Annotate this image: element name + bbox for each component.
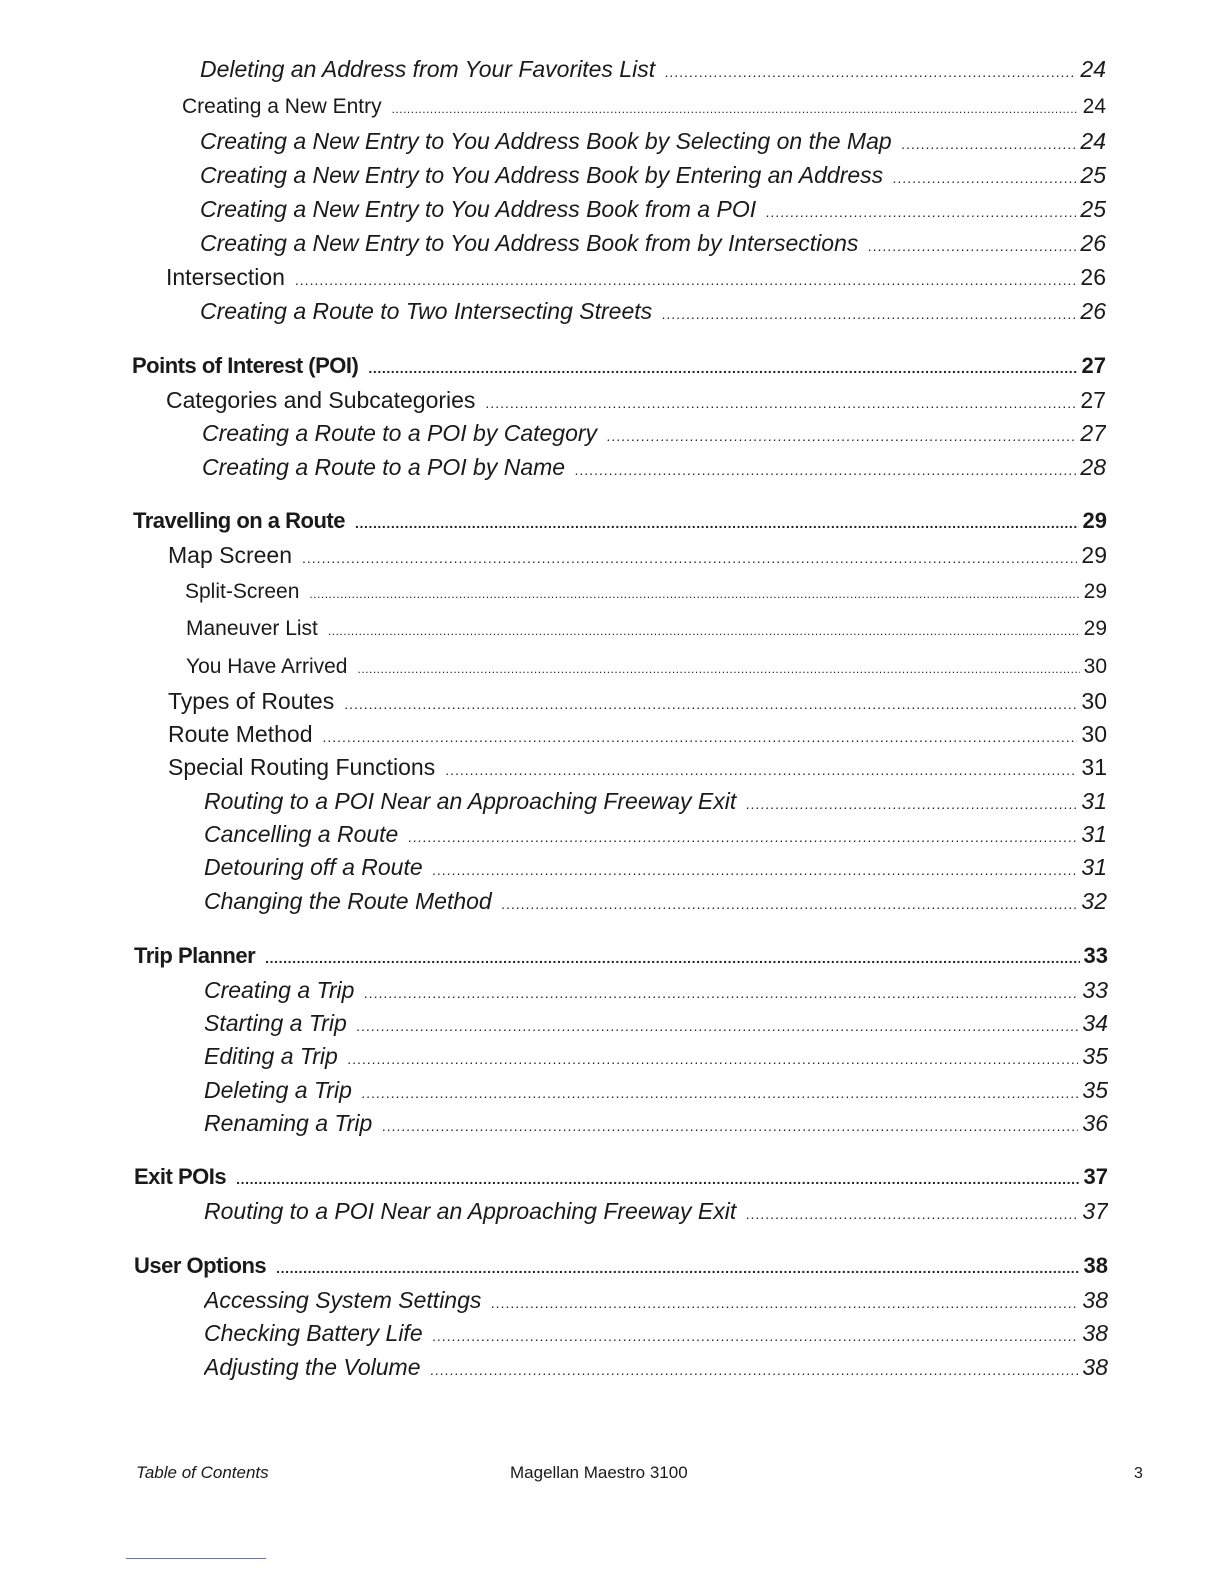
dot-leader <box>322 722 1077 749</box>
toc-entry-page: 25 <box>1080 162 1106 188</box>
toc-chapter-page: 27 <box>1081 353 1106 378</box>
dot-leader <box>431 1355 1079 1382</box>
dot-leader <box>746 789 1077 816</box>
toc-entry-title: Categories and Subcategories <box>166 387 476 413</box>
toc-entry-title: Changing the Route Method <box>204 888 492 914</box>
dot-leader <box>902 129 1077 156</box>
toc-entry-title: Creating a New Entry to You Address Book from a POI <box>200 196 757 222</box>
toc-entry-page: 31 <box>1081 821 1107 847</box>
footer-section-label: Table of Contents <box>136 1463 269 1482</box>
toc-entry-page: 28 <box>1080 454 1106 480</box>
toc-entry[interactable] <box>182 92 1106 122</box>
toc-entry-page: 38 <box>1082 1287 1108 1313</box>
dot-leader <box>766 197 1076 224</box>
toc-chapter[interactable] <box>133 506 1107 536</box>
toc-entry-title: Creating a Route to Two Intersecting Streets <box>200 298 653 324</box>
toc-chapter-title: Points of Interest (POI) <box>132 353 359 378</box>
toc-entry[interactable] <box>166 385 1106 415</box>
toc-entry-page: 24 <box>1082 95 1106 118</box>
toc-entry[interactable] <box>204 1285 1108 1315</box>
toc-entry[interactable] <box>200 228 1106 258</box>
dot-leader <box>445 755 1077 782</box>
toc-entry-page: 29 <box>1081 542 1107 568</box>
dot-leader <box>665 57 1076 84</box>
toc-entry-page: 31 <box>1081 754 1107 780</box>
toc-entry[interactable] <box>204 852 1107 882</box>
toc-entry-page: 30 <box>1081 721 1107 747</box>
toc-entry-page: 35 <box>1082 1077 1108 1103</box>
toc-entry[interactable] <box>200 296 1106 326</box>
toc-entry-page: 34 <box>1082 1010 1108 1036</box>
toc-entry-page: 26 <box>1080 230 1106 256</box>
toc-chapter[interactable] <box>134 941 1108 971</box>
dot-leader <box>382 1111 1078 1138</box>
toc-entry-title: Renaming a Trip <box>204 1110 373 1136</box>
toc-entry-page: 30 <box>1081 688 1107 714</box>
toc-chapter-page: 33 <box>1083 943 1108 968</box>
toc-entry-title: Creating a Route to a POI by Category <box>202 420 598 446</box>
toc-entry-title: Types of Routes <box>168 688 335 714</box>
toc-entry[interactable] <box>200 126 1106 156</box>
toc-entry[interactable] <box>204 1196 1108 1226</box>
dot-leader <box>433 855 1078 882</box>
dot-leader <box>368 353 1077 381</box>
toc-entry-title: Map Screen <box>168 542 293 568</box>
toc-entry-title: Deleting a Trip <box>204 1077 352 1103</box>
toc-entry-title: Editing a Trip <box>204 1043 338 1069</box>
dot-leader <box>392 94 1079 122</box>
toc-entry-page: 25 <box>1080 196 1106 222</box>
toc-entry[interactable] <box>186 652 1107 682</box>
toc-entry-title: Adjusting the Volume <box>204 1354 421 1380</box>
dot-leader <box>309 579 1079 607</box>
toc-entry-page: 26 <box>1080 298 1106 324</box>
toc-entry[interactable] <box>186 614 1107 644</box>
dot-leader <box>662 299 1076 326</box>
toc-chapter-title: Exit POIs <box>134 1164 227 1189</box>
dot-leader <box>276 1253 1079 1281</box>
toc-entry-title: Creating a Trip <box>204 977 355 1003</box>
toc-entry-page: 36 <box>1082 1110 1108 1136</box>
toc-entry[interactable] <box>204 1008 1108 1038</box>
toc-entry-title: Checking Battery Life <box>204 1320 423 1346</box>
toc-chapter-page: 38 <box>1083 1253 1108 1278</box>
toc-chapter-page: 37 <box>1083 1164 1108 1189</box>
toc-entry[interactable] <box>204 1318 1108 1348</box>
toc-entry[interactable] <box>185 577 1107 607</box>
toc-entry-title: Creating a New Entry to You Address Book by Entering an Address <box>200 162 884 188</box>
dot-leader <box>265 943 1079 971</box>
toc-entry[interactable] <box>168 719 1107 749</box>
bottom-rule-line <box>126 1558 266 1559</box>
toc-entry-page: 24 <box>1080 56 1106 82</box>
toc-entry[interactable] <box>204 886 1107 916</box>
dot-leader <box>868 231 1076 258</box>
dot-leader <box>893 163 1076 190</box>
dot-leader <box>364 978 1078 1005</box>
toc-entry-title: Intersection <box>166 264 285 290</box>
dot-leader <box>485 388 1076 415</box>
toc-entry[interactable] <box>204 1075 1108 1105</box>
toc-entry-title: Accessing System Settings <box>204 1287 482 1313</box>
toc-entry-title: Deleting an Address from Your Favorites List <box>200 56 656 82</box>
toc-entry[interactable] <box>200 54 1106 84</box>
toc-entry-page: 37 <box>1082 1198 1108 1224</box>
toc-entry-page: 35 <box>1082 1043 1108 1069</box>
toc-entry-title: Route Method <box>168 721 313 747</box>
toc-entry-page: 27 <box>1080 387 1106 413</box>
toc-entry-title: Cancelling a Route <box>204 821 399 847</box>
toc-entry[interactable] <box>168 540 1107 570</box>
toc-entry[interactable] <box>204 1352 1108 1382</box>
toc-chapter-title: Trip Planner <box>134 943 256 968</box>
toc-entry-title: You Have Arrived <box>186 655 348 678</box>
toc-chapter-title: User Options <box>134 1253 267 1278</box>
toc-entry[interactable] <box>200 160 1106 190</box>
dot-leader <box>408 822 1077 849</box>
toc-entry[interactable] <box>202 452 1106 482</box>
toc-chapter-title: Travelling on a Route <box>133 508 345 533</box>
toc-entry-page: 27 <box>1080 420 1106 446</box>
toc-entry[interactable] <box>168 686 1107 716</box>
dot-leader <box>328 616 1080 644</box>
toc-entry-title: Detouring off a Route <box>204 854 423 880</box>
toc-entry-page: 38 <box>1082 1354 1108 1380</box>
dot-leader <box>433 1321 1079 1348</box>
dot-leader <box>358 654 1080 682</box>
toc-entry-page: 29 <box>1083 580 1107 603</box>
toc-entry-page: 31 <box>1081 854 1107 880</box>
dot-leader <box>344 689 1077 716</box>
dot-leader <box>607 421 1076 448</box>
toc-entry-title: Routing to a POI Near an Approaching Freeway Exit <box>204 788 737 814</box>
dot-leader <box>575 455 1076 482</box>
toc-entry-title: Special Routing Functions <box>168 754 436 780</box>
toc-entry[interactable] <box>204 1041 1108 1071</box>
toc-entry-page: 30 <box>1083 655 1107 678</box>
footer-page-number: 3 <box>1134 1465 1143 1482</box>
toc-entry-title: Creating a New Entry <box>182 95 382 118</box>
dot-leader <box>746 1199 1078 1226</box>
toc-entry[interactable] <box>204 786 1107 816</box>
dot-leader <box>348 1044 1079 1071</box>
toc-entry-page: 29 <box>1083 617 1107 640</box>
toc-entry-title: Split-Screen <box>185 580 300 603</box>
dot-leader <box>357 1011 1079 1038</box>
page-footer <box>0 1455 1224 1495</box>
toc-entry-title: Creating a New Entry to You Address Book by Selecting on the Map <box>200 128 892 154</box>
toc-entry-page: 38 <box>1082 1320 1108 1346</box>
dot-leader <box>502 889 1078 916</box>
toc-entry[interactable] <box>204 819 1107 849</box>
toc-entry[interactable] <box>200 194 1106 224</box>
toc-entry[interactable] <box>202 418 1106 448</box>
footer-product-name: Magellan Maestro 3100 <box>510 1463 688 1482</box>
toc-chapter[interactable] <box>134 1162 1108 1192</box>
toc-entry-title: Maneuver List <box>186 617 318 640</box>
toc-entry-title: Creating a Route to a POI by Name <box>202 454 566 480</box>
dot-leader <box>355 508 1079 536</box>
toc-entry-page: 32 <box>1081 888 1107 914</box>
dot-leader <box>362 1078 1079 1105</box>
dot-leader <box>491 1288 1078 1315</box>
dot-leader <box>295 265 1077 292</box>
toc-entry-page: 24 <box>1080 128 1106 154</box>
dot-leader <box>236 1164 1079 1192</box>
toc-entry-title: Routing to a POI Near an Approaching Freeway Exit <box>204 1198 737 1224</box>
dot-leader <box>302 543 1077 570</box>
toc-entry[interactable] <box>166 262 1106 292</box>
toc-entry[interactable] <box>204 975 1108 1005</box>
toc-chapter[interactable] <box>134 1251 1108 1281</box>
toc-entry[interactable] <box>168 752 1107 782</box>
toc-entry-page: 33 <box>1082 977 1108 1003</box>
toc-chapter[interactable] <box>132 351 1106 381</box>
toc-entry-page: 26 <box>1080 264 1106 290</box>
toc-entry-page: 31 <box>1081 788 1107 814</box>
toc-entry[interactable] <box>204 1108 1108 1138</box>
toc-entry-title: Creating a New Entry to You Address Book from by Intersections <box>200 230 859 256</box>
toc-entry-title: Starting a Trip <box>204 1010 347 1036</box>
toc-chapter-page: 29 <box>1082 508 1107 533</box>
